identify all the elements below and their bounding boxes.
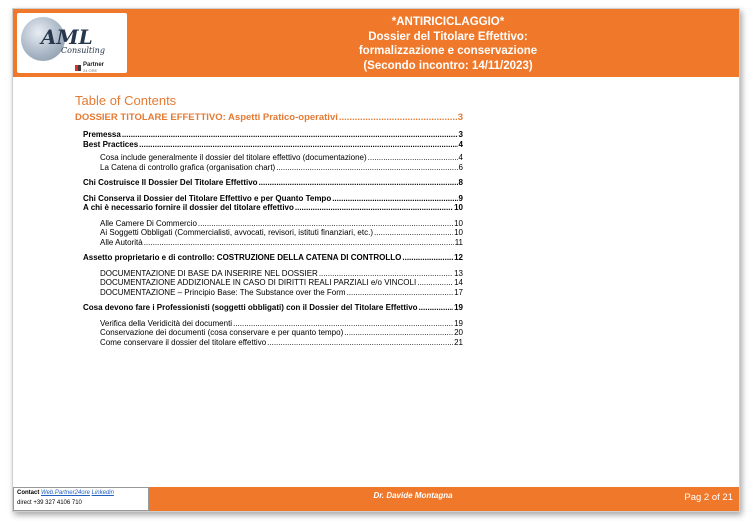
toc-entry-page: 14 xyxy=(454,278,463,287)
toc-entry-label: Come conservare il dossier del titolare effettivo xyxy=(100,337,267,347)
logo-partner xyxy=(83,62,104,74)
toc-entry[interactable] xyxy=(75,140,463,150)
toc-entry-page: 13 xyxy=(454,268,463,278)
toc-entry-page: 19 xyxy=(454,303,463,312)
contact-label: Contact xyxy=(17,490,40,496)
document-title xyxy=(233,15,663,73)
toc-entry[interactable] xyxy=(75,319,463,329)
toc-entry-label: A chi è necessario fornire il dossier del titolare effettivo xyxy=(83,203,294,212)
logo-name: AML xyxy=(41,25,93,49)
toc-leader xyxy=(198,219,453,229)
toc-leader xyxy=(344,328,453,338)
web-partner-link[interactable]: Web.Partner24ore xyxy=(41,490,90,496)
toc-entry[interactable] xyxy=(75,338,463,348)
toc-entry-label: Alle Autorità xyxy=(100,237,143,247)
toc-entry-label: Cosa devono fare i Professionisti (soggetti obbligati) con il Dossier del Titolare Effettivo xyxy=(83,303,418,312)
toc-entry[interactable] xyxy=(75,153,463,163)
toc-heading: Table of Contents xyxy=(75,93,177,108)
toc-entry-page: 10 xyxy=(454,228,463,237)
toc-leader xyxy=(233,319,453,329)
title-line-1: *ANTIRICICLAGGIO* xyxy=(391,16,505,28)
toc-leader xyxy=(276,163,457,173)
contact-phone: direct +39 327 4106 710 xyxy=(17,499,82,506)
toc-entry[interactable] xyxy=(75,219,463,229)
toc-entry-page: 20 xyxy=(454,328,463,337)
toc-entry[interactable] xyxy=(75,269,463,279)
toc-entry-page: 6 xyxy=(458,162,463,172)
toc-leader xyxy=(347,288,454,298)
toc-leader xyxy=(332,194,457,204)
toc-entry[interactable] xyxy=(75,130,463,140)
toc-entry-label: DOCUMENTAZIONE – Principio Base: The Substance over the Form xyxy=(100,287,346,297)
title-line-4: (Secondo incontro: 14/11/2023) xyxy=(363,59,533,72)
toc-entry-label: Chi Conserva il Dossier del Titolare Effettivo e per Quanto Tempo xyxy=(83,193,332,203)
toc-entry-page: 10 xyxy=(454,218,463,228)
document-page xyxy=(12,8,740,512)
toc-entry[interactable] xyxy=(75,288,463,298)
toc-entry[interactable] xyxy=(75,112,463,124)
partner-badge-icon xyxy=(75,65,81,71)
toc-entry-label: La Catena di controllo grafica (organisation chart) xyxy=(100,162,276,172)
toc-entry-label: Assetto proprietario e di controllo: COSTRUZIONE DELLA CATENA DI CONTROLLO xyxy=(83,253,402,262)
toc-leader xyxy=(259,178,458,188)
toc-entry-page: 4 xyxy=(458,153,463,162)
toc-entry[interactable] xyxy=(75,178,463,188)
toc-entry-page: 9 xyxy=(458,193,463,203)
toc-entry[interactable] xyxy=(75,253,463,263)
toc-entry-label: DOCUMENTAZIONE DI BASE DA INSERIRE NEL DOSSIER xyxy=(100,268,318,278)
toc-entry[interactable] xyxy=(75,203,463,213)
toc-entry-label: Verifica della Veridicità dei documenti xyxy=(100,318,233,328)
footer-contact xyxy=(13,487,149,511)
toc-entry[interactable] xyxy=(75,228,463,238)
toc-leader xyxy=(319,269,453,279)
toc-entry[interactable] xyxy=(75,278,463,288)
toc-entry-page: 10 xyxy=(454,203,463,212)
toc-entry-page: 19 xyxy=(454,318,463,328)
toc-entry-label: DOSSIER TITOLARE EFFETTIVO: Aspetti Pratico-operativi xyxy=(75,112,338,123)
toc-entry-label: Conservazione dei documenti (cosa conservare e per quanto tempo) xyxy=(100,328,344,337)
toc-leader xyxy=(402,253,453,263)
toc-entry-label: Chi Costruisce Il Dossier Del Titolare Effettivo xyxy=(83,178,258,187)
toc-entry[interactable] xyxy=(75,238,463,248)
toc-leader xyxy=(139,140,457,150)
title-line-2: Dossier del Titolare Effettivo: xyxy=(368,30,528,43)
aml-consulting-logo xyxy=(17,13,127,73)
title-line-3: formalizzazione e conservazione xyxy=(358,45,538,57)
toc-entry-label: Best Practices xyxy=(83,139,139,149)
toc-leader xyxy=(339,112,457,124)
toc-leader xyxy=(417,278,453,288)
table-of-contents xyxy=(75,93,463,347)
toc-leader xyxy=(144,238,454,248)
toc-entry-label: Alle Camere Di Commercio xyxy=(100,218,197,228)
toc-leader xyxy=(122,130,458,140)
page-header xyxy=(13,9,739,77)
toc-entry-page: 21 xyxy=(454,337,463,347)
toc-entry-page: 11 xyxy=(454,237,463,247)
logo-subtitle: Consulting xyxy=(61,46,105,55)
toc-entry[interactable] xyxy=(75,303,463,313)
linkedin-link[interactable]: Linkedin xyxy=(91,490,114,496)
toc-entry-label: Ai Soggetti Obbligati (Commercialisti, avvocati, revisori, istituti finanziari, etc.) xyxy=(100,228,373,237)
toc-leader xyxy=(368,153,458,163)
toc-entry[interactable] xyxy=(75,163,463,173)
toc-entry[interactable] xyxy=(75,328,463,338)
toc-leader xyxy=(295,203,453,213)
footer-author: Dr. Davide Montagna xyxy=(373,491,453,500)
page-footer xyxy=(13,487,739,511)
toc-entry-page: 12 xyxy=(454,253,463,262)
toc-leader xyxy=(419,303,454,313)
toc-entry-label: DOCUMENTAZIONE ADDIZIONALE IN CASO DI DIRITTI REALI PARZIALI e/o VINCOLI xyxy=(100,278,417,287)
toc-leader xyxy=(267,338,453,348)
toc-entry-label: Cosa include generalmente il dossier del titolare effettivo (documentazione) xyxy=(100,153,367,162)
toc-entry-page: 3 xyxy=(458,130,463,139)
toc-entry-page: 4 xyxy=(458,139,463,149)
logo-partner-sub: 24 ORE xyxy=(83,68,98,73)
page-number: Pag 2 of 21 xyxy=(684,492,733,503)
toc-entry-page: 8 xyxy=(458,178,463,187)
logo-partner-label: Partner xyxy=(83,62,105,68)
toc-entry-page: 3 xyxy=(457,112,463,123)
toc-entry-label: Premessa xyxy=(83,130,121,139)
toc-entry-page: 17 xyxy=(454,287,463,297)
toc-leader xyxy=(374,228,453,238)
toc-entry[interactable] xyxy=(75,194,463,204)
